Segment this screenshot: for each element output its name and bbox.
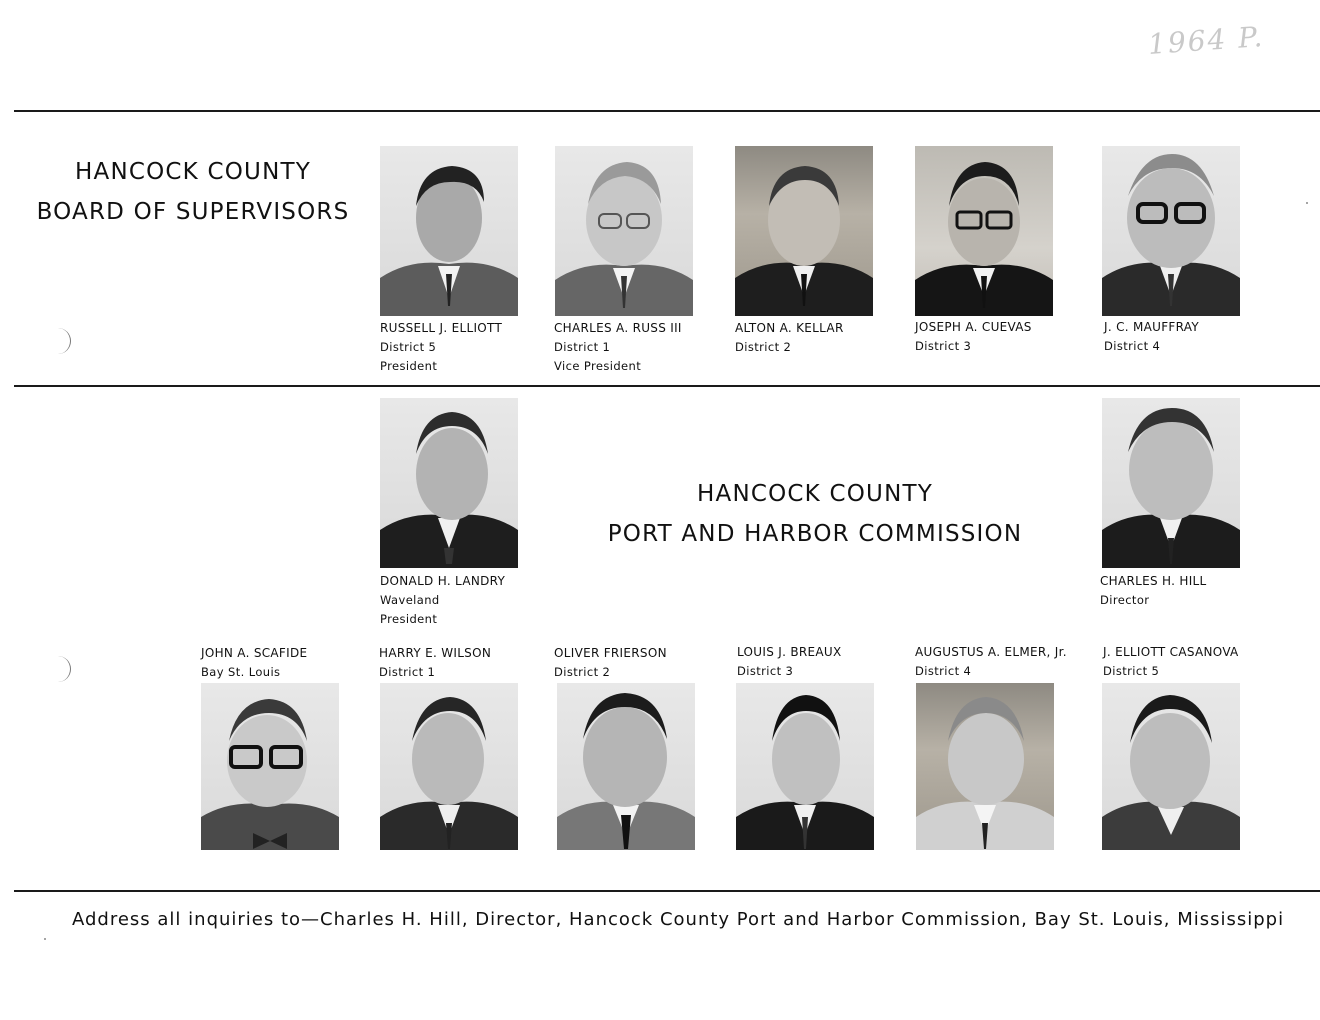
bottom-divider [14,890,1320,892]
member-district: District 5 [1103,664,1160,678]
portrait-figure [736,683,874,850]
portrait-figure [555,146,693,316]
member-district: District 2 [735,340,792,354]
commission-officer-caption [1100,572,1207,610]
scan-speck [44,938,46,940]
commission-officer-caption [380,572,505,629]
member-district: District 4 [1104,339,1161,353]
portrait-figure [1102,683,1240,850]
member-name: OLIVER FRIERSON [554,646,667,660]
member-district: District 3 [737,664,794,678]
portrait-photo [380,683,518,850]
commission-title-line-1: HANCOCK COUNTY [697,481,933,507]
member-name: JOSEPH A. CUEVAS [915,320,1032,334]
portrait-figure [557,683,695,850]
officer-name: DONALD H. LANDRY [380,574,506,588]
board-member-caption [380,319,502,376]
member-district: District 2 [554,665,611,679]
member-name: J. ELLIOTT CASANOVA [1103,645,1239,659]
portrait-figure [380,146,518,316]
portrait-photo [1102,146,1240,316]
top-divider [14,110,1320,112]
member-district: District 1 [379,665,436,679]
portrait-figure [735,146,873,316]
portrait-photo [736,683,874,850]
officer-location: Waveland [380,593,440,607]
inquiries-footer: Address all inquiries to—Charles H. Hill, Director, Hancock County Port and Harbor Commission, Bay St. Louis, Mississippi [72,909,1285,930]
officer-title: Director [1100,593,1150,607]
board-member-caption [1104,318,1199,356]
portrait-photo [916,683,1054,850]
portrait-photo [1102,398,1240,568]
portrait-figure [380,398,518,568]
portrait-photo [557,683,695,850]
member-name: HARRY E. WILSON [379,646,492,660]
officer-title: President [380,612,438,626]
member-district: District 4 [915,664,972,678]
member-district: District 5 [380,340,437,354]
member-district: District 3 [915,339,972,353]
port-harbor-commission-title [590,474,1040,554]
commission-title-line-2: PORT AND HARBOR COMMISSION [607,521,1023,547]
portrait-figure [915,146,1053,316]
portrait-figure [201,683,339,850]
portrait-photo [555,146,693,316]
member-district: Bay St. Louis [201,665,281,679]
commission-member-caption [379,644,491,682]
member-name: AUGUSTUS A. ELMER, Jr. [915,645,1067,659]
board-title-line-2: BOARD OF SUPERVISORS [36,199,350,225]
member-title: Vice President [554,359,642,373]
officer-name: CHARLES H. HILL [1100,574,1207,588]
portrait-photo [380,146,518,316]
portrait-figure [380,683,518,850]
member-name: J. C. MAUFFRAY [1104,320,1199,334]
scan-speck [1306,202,1308,204]
member-name: LOUIS J. BREAUX [737,645,842,659]
portrait-figure [1102,398,1240,568]
handwritten-year-note: 1964 P. [1146,19,1266,62]
member-name: JOHN A. SCAFIDE [201,646,308,660]
board-member-caption [735,319,844,357]
middle-divider [14,385,1320,387]
portrait-figure [916,683,1054,850]
punch-hole-mark [56,656,71,682]
portrait-photo [915,146,1053,316]
board-title-line-1: HANCOCK COUNTY [75,159,311,185]
member-title: President [380,359,438,373]
portrait-photo [201,683,339,850]
portrait-figure [1102,146,1240,316]
portrait-photo [735,146,873,316]
member-name: CHARLES A. RUSS III [554,321,682,335]
commission-member-caption [737,643,842,681]
commission-member-caption [915,643,1067,681]
punch-hole-mark [56,328,71,354]
portrait-photo [1102,683,1240,850]
board-member-caption [554,319,682,376]
commission-member-caption [554,644,667,682]
member-district: District 1 [554,340,611,354]
portrait-photo [380,398,518,568]
member-name: ALTON A. KELLAR [735,321,844,335]
board-of-supervisors-title [28,152,358,232]
commission-member-caption [201,644,307,682]
board-member-caption [915,318,1032,356]
member-name: RUSSELL J. ELLIOTT [380,321,503,335]
commission-member-caption [1103,643,1239,681]
